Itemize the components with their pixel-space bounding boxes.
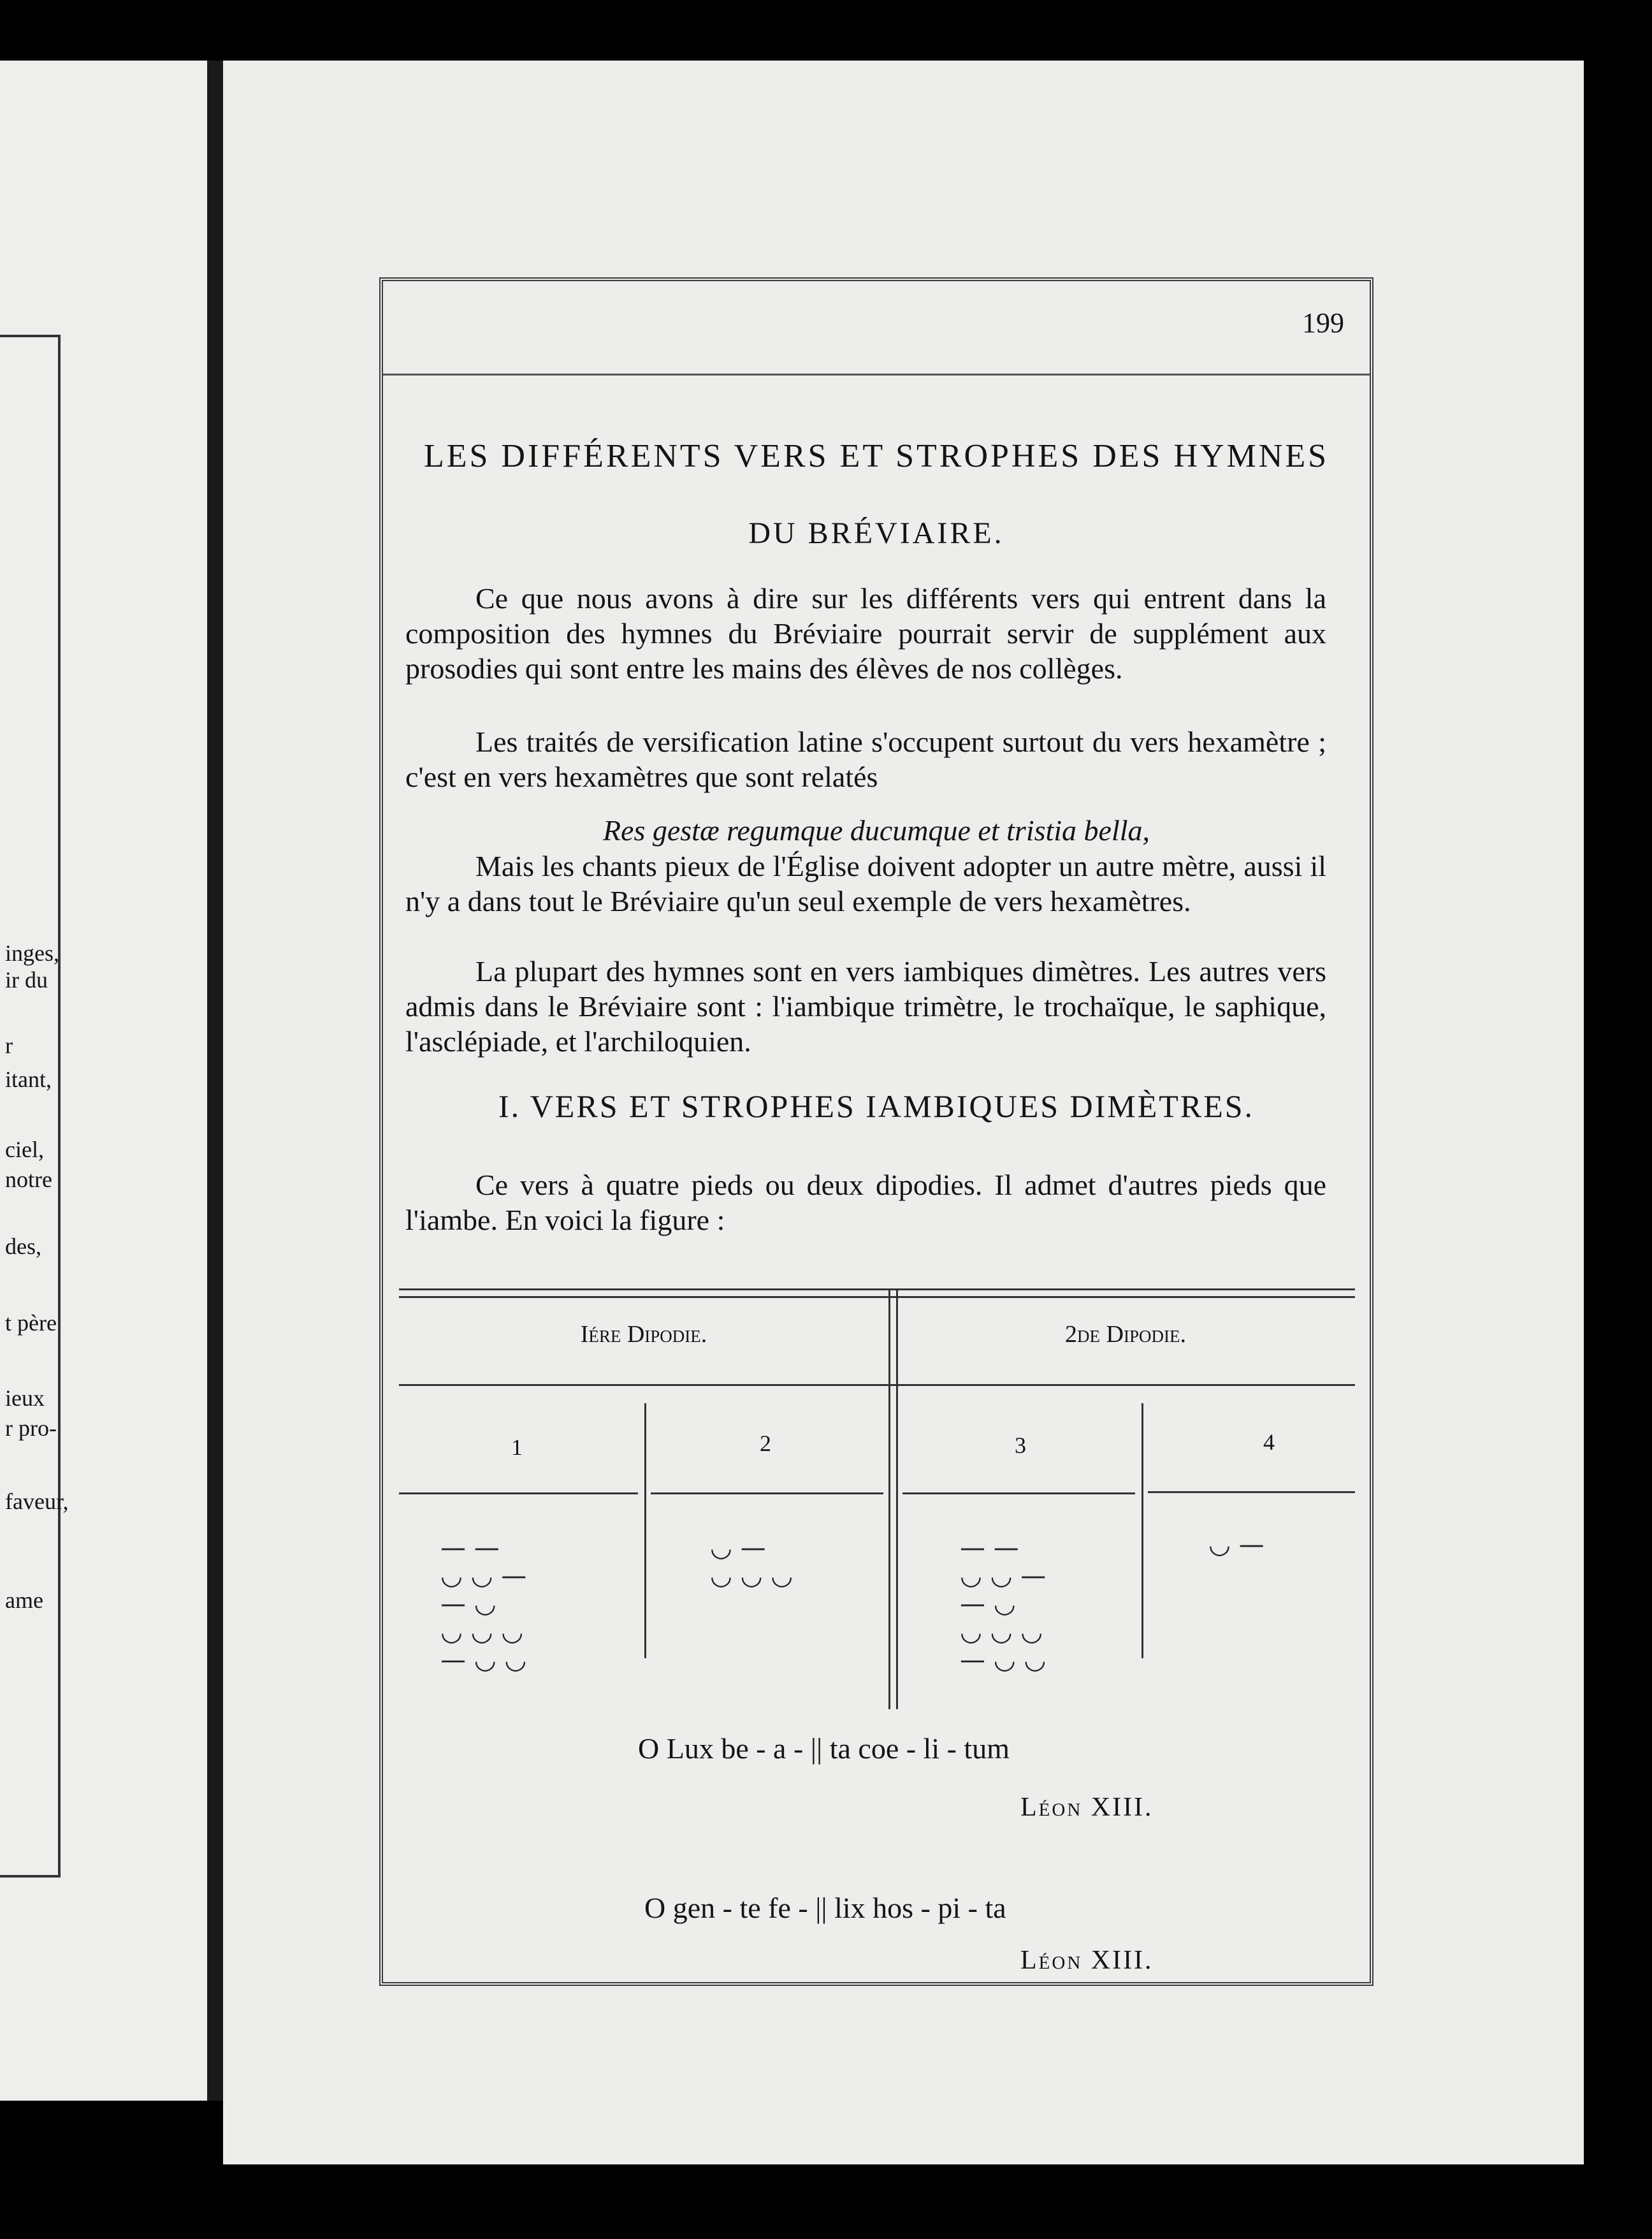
left-fragment: notre <box>5 1167 52 1192</box>
example-author-1: Léon XIII. <box>1020 1793 1154 1822</box>
example-author-2: Léon XIII. <box>1020 1946 1154 1975</box>
metrical-feet-col-2: ◡ — ◡ ◡ ◡ <box>710 1533 793 1591</box>
table-rule <box>651 1492 883 1494</box>
column-number: 2 <box>760 1431 771 1456</box>
paragraph-2: Les traités de versification latine s'occupent surtout du vers hexamètre ; c'est en vers hexamètres que sont relatés <box>405 726 1326 793</box>
group-header-dipodie-2: 2de Dipodie. <box>1065 1321 1186 1348</box>
left-fragment: ame <box>5 1587 43 1613</box>
verse-quote: Res gestæ regumque ducumque et tristia bella, <box>602 814 1150 847</box>
section-intro: Ce vers à quatre pieds ou deux dipodies. Il admet d'autres pieds que l'iambe. En voici la figure : <box>405 1169 1326 1236</box>
left-fragment: des, <box>5 1234 41 1259</box>
left-fragment: ir du <box>5 967 48 993</box>
left-fragment: faveur, <box>5 1489 69 1514</box>
book-gutter <box>207 61 223 2101</box>
left-page-frame <box>0 335 61 1878</box>
page-title: LES DIFFÉRENTS VERS ET STROPHES DES HYMNES <box>423 438 1330 474</box>
left-fragment: ieux <box>5 1385 45 1411</box>
paragraph-3: Mais les chants pieux de l'Église doivent adopter un autre mètre, aussi il n'y a dans tout le Bréviaire qu'un seul exemple de vers hexamètres. <box>405 850 1326 917</box>
paragraph-4: La plupart des hymnes sont en vers iambiques dimètres. Les autres vers admis dans le Bréviaire sont : l'iambique trimètre, le trochaïque, le saphique, l'asclépiade, et l'archiloquien. <box>405 955 1326 1058</box>
table-divider <box>896 1288 898 1709</box>
left-fragment: r <box>5 1033 13 1058</box>
page-frame <box>379 277 1373 1986</box>
left-fragment: t père <box>5 1310 57 1336</box>
left-fragment: itant, <box>5 1067 52 1092</box>
page-number: 199 <box>1302 307 1344 339</box>
column-divider <box>644 1403 646 1658</box>
group-header-dipodie-1: Iére Dipodie. <box>580 1321 707 1348</box>
table-rule <box>902 1492 1135 1494</box>
table-rule <box>399 1384 1355 1386</box>
table-rule <box>1148 1491 1355 1493</box>
example-verse-2: O gen - te fe - || lix hos - pi - ta <box>644 1892 1006 1924</box>
metrical-feet-col-1: — — ◡ ◡ — — ◡ ◡ ◡ ◡ — ◡ ◡ <box>440 1533 527 1675</box>
section-heading: I. VERS ET STROPHES IAMBIQUES DIMÈTRES. <box>498 1088 1255 1124</box>
metrical-feet-col-3: — — ◡ ◡ — — ◡ ◡ ◡ ◡ — ◡ ◡ <box>960 1533 1047 1675</box>
header-rule <box>383 374 1370 376</box>
metrical-feet-col-4: ◡ — <box>1208 1530 1264 1559</box>
column-number: 1 <box>511 1434 523 1460</box>
metrical-figure-table <box>399 1288 1355 1709</box>
left-fragment: inges, <box>5 940 59 966</box>
right-page <box>223 61 1584 2164</box>
page-subtitle: DU BRÉVIAIRE. <box>748 516 1004 550</box>
table-rule <box>399 1296 1355 1298</box>
paragraph-1: Ce que nous avons à dire sur les différents vers qui entrent dans la composition des hymnes du Bréviaire pourrait servir de supplément aux prosodies qui sont entre les mains des élèves de nos collèges. <box>405 582 1326 685</box>
column-number: 4 <box>1263 1429 1275 1455</box>
table-rule <box>399 1288 1355 1290</box>
left-fragment: ciel, <box>5 1137 44 1162</box>
table-rule <box>399 1492 638 1494</box>
column-divider <box>1141 1403 1143 1658</box>
table-divider <box>888 1288 890 1709</box>
left-fragment: r pro- <box>5 1415 57 1441</box>
left-facing-page <box>0 61 207 2101</box>
example-verse-1: O Lux be - a - || ta coe - li - tum <box>638 1732 1010 1765</box>
column-number: 3 <box>1015 1433 1026 1458</box>
